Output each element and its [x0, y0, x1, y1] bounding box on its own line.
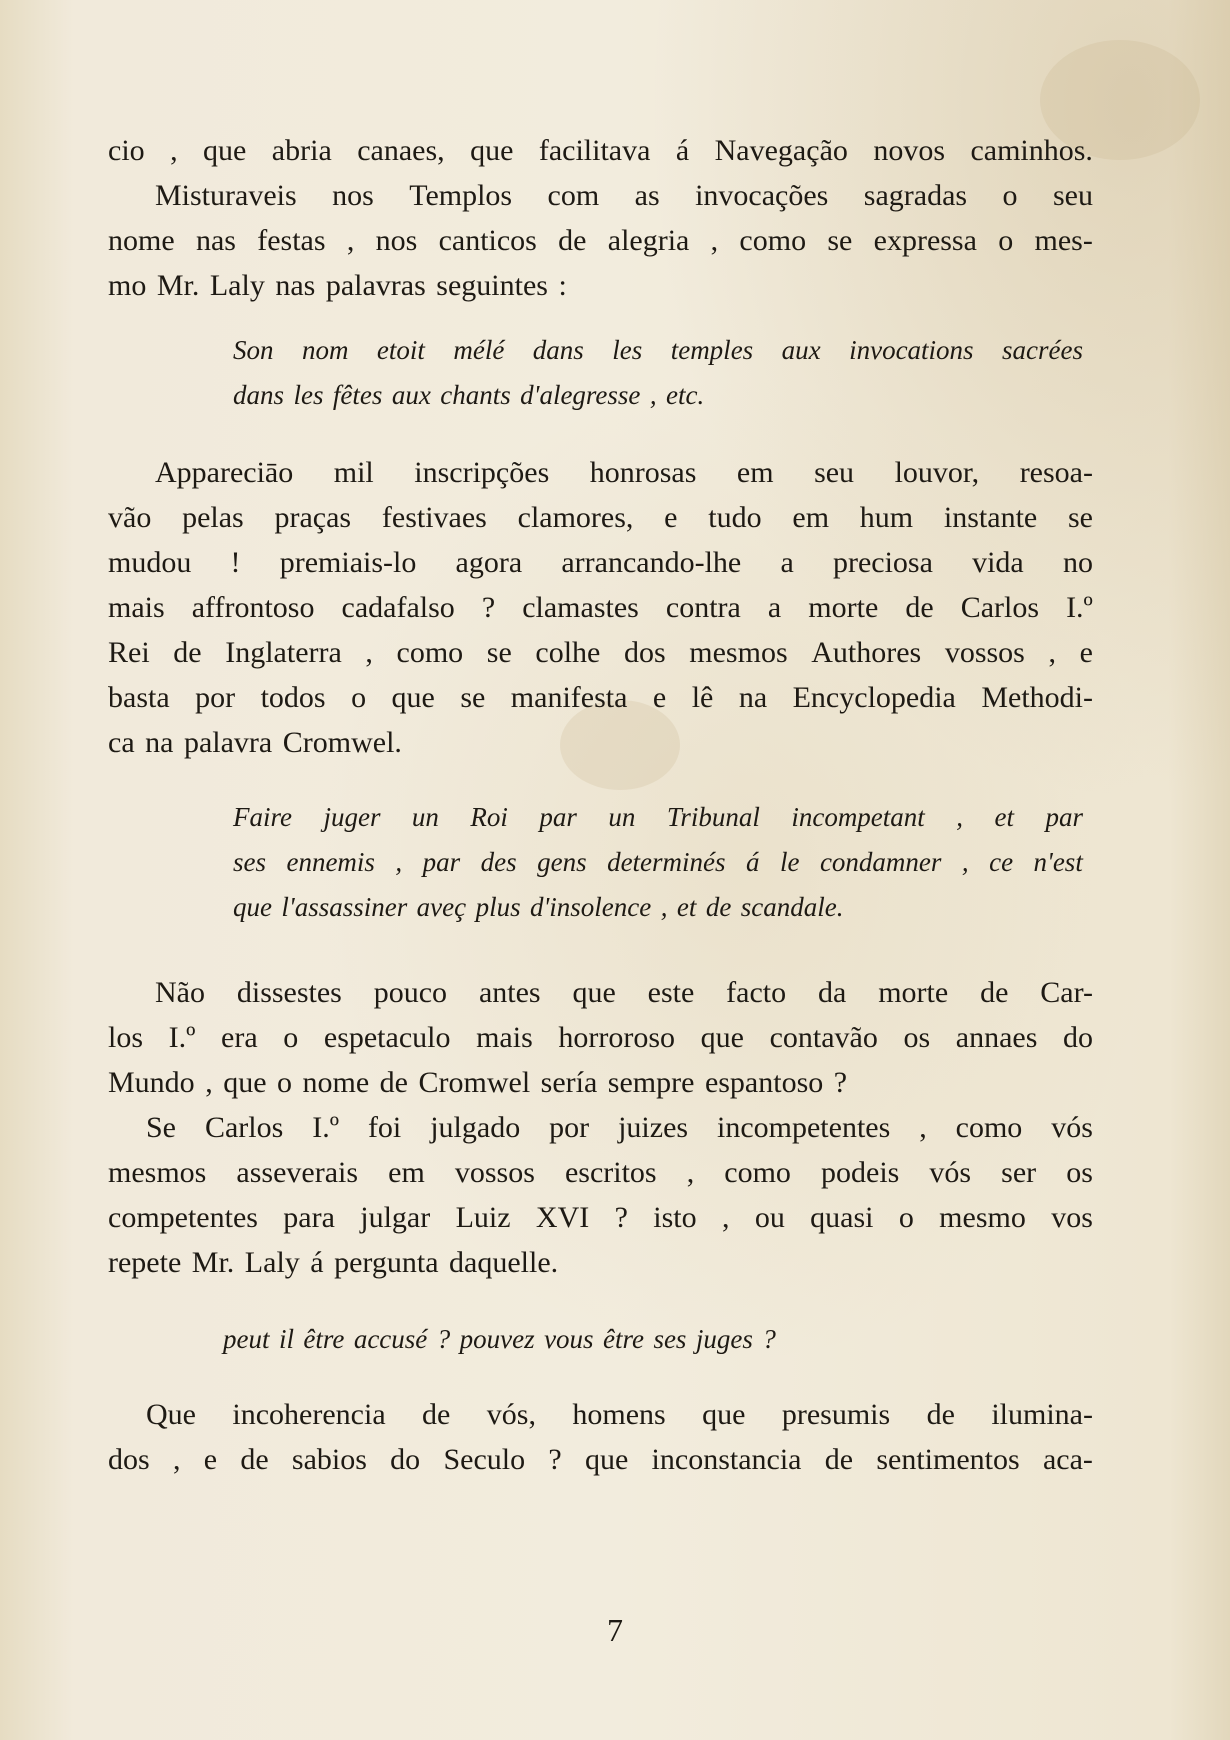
paragraph	[108, 970, 1093, 1105]
text-line: Mundo , que o nome de Cromwel sería sempre espantoso ?	[108, 1066, 848, 1099]
block-quote	[108, 795, 1093, 930]
text-line: mo Mr. Laly nas palavras seguintes :	[108, 269, 567, 302]
text-line: repete Mr. Laly á pergunta daquelle.	[108, 1246, 559, 1279]
text-line: Não dissestes pouco antes que este facto da morte de Car-	[155, 976, 1093, 1009]
text-line: nome nas festas , nos canticos de alegria , como se expressa o mes-	[108, 224, 1093, 257]
text-line: Que incoherencia de vós, homens que presumis de ilumina-	[146, 1398, 1093, 1431]
text-line: basta por todos o que se manifesta e lê na Encyclopedia Methodi-	[108, 681, 1093, 714]
text-line: cio , que abria canaes, que facilitava á Navegação novos caminhos.	[108, 134, 1093, 167]
block-quote	[108, 1317, 1093, 1362]
quote-line: ses ennemis , par des gens determinés á le condamner , ce n'est	[233, 847, 1083, 877]
quote-line: que l'assassiner aveç plus d'insolence , et de scandale.	[233, 892, 844, 922]
text-line: Misturaveis nos Templos com as invocações sagradas o seu	[155, 179, 1093, 212]
text-line: ca na palavra Cromwel.	[108, 726, 402, 759]
quote-line: dans les fêtes aux chants d'alegresse , etc.	[233, 380, 705, 410]
paragraph	[108, 450, 1093, 765]
quote-line: Son nom etoit mélé dans les temples aux invocations sacrées	[233, 335, 1083, 365]
block-quote	[108, 328, 1093, 418]
text-line: mudou ! premiais-lo agora arrancando-lhe a preciosa vida no	[108, 546, 1093, 579]
paragraph	[108, 128, 1093, 173]
text-line: dos , e de sabios do Seculo ? que inconstancia de sentimentos aca-	[108, 1443, 1093, 1476]
text-line: vão pelas praças festivaes clamores, e tudo em hum instante se	[108, 501, 1093, 534]
paragraph	[108, 1105, 1093, 1285]
paragraph	[108, 173, 1093, 308]
text-line: competentes para julgar Luiz XVI ? isto , ou quasi o mesmo vos	[108, 1201, 1093, 1234]
text-line: Rei de Inglaterra , como se colhe dos mesmos Authores vossos , e	[108, 636, 1093, 669]
page-number: 7	[607, 1612, 623, 1648]
text-line: Se Carlos I.º foi julgado por juizes incompetentes , como vós	[146, 1111, 1093, 1144]
text-line: mais affrontoso cadafalso ? clamastes contra a morte de Carlos I.º	[108, 591, 1093, 624]
paragraph	[108, 1392, 1093, 1482]
quote-line: peut il être accusé ? pouvez vous être ses juges ?	[223, 1324, 776, 1354]
text-line: mesmos asseverais em vossos escritos , como podeis vós ser os	[108, 1156, 1093, 1189]
page-text	[108, 128, 1093, 1482]
text-line: Appareciāo mil inscripções honrosas em seu louvor, resoa-	[155, 456, 1093, 489]
quote-line: Faire juger un Roi par un Tribunal incompetant , et par	[233, 802, 1083, 832]
text-line: los I.º era o espetaculo mais horroroso que contavão os annaes do	[108, 1021, 1093, 1054]
